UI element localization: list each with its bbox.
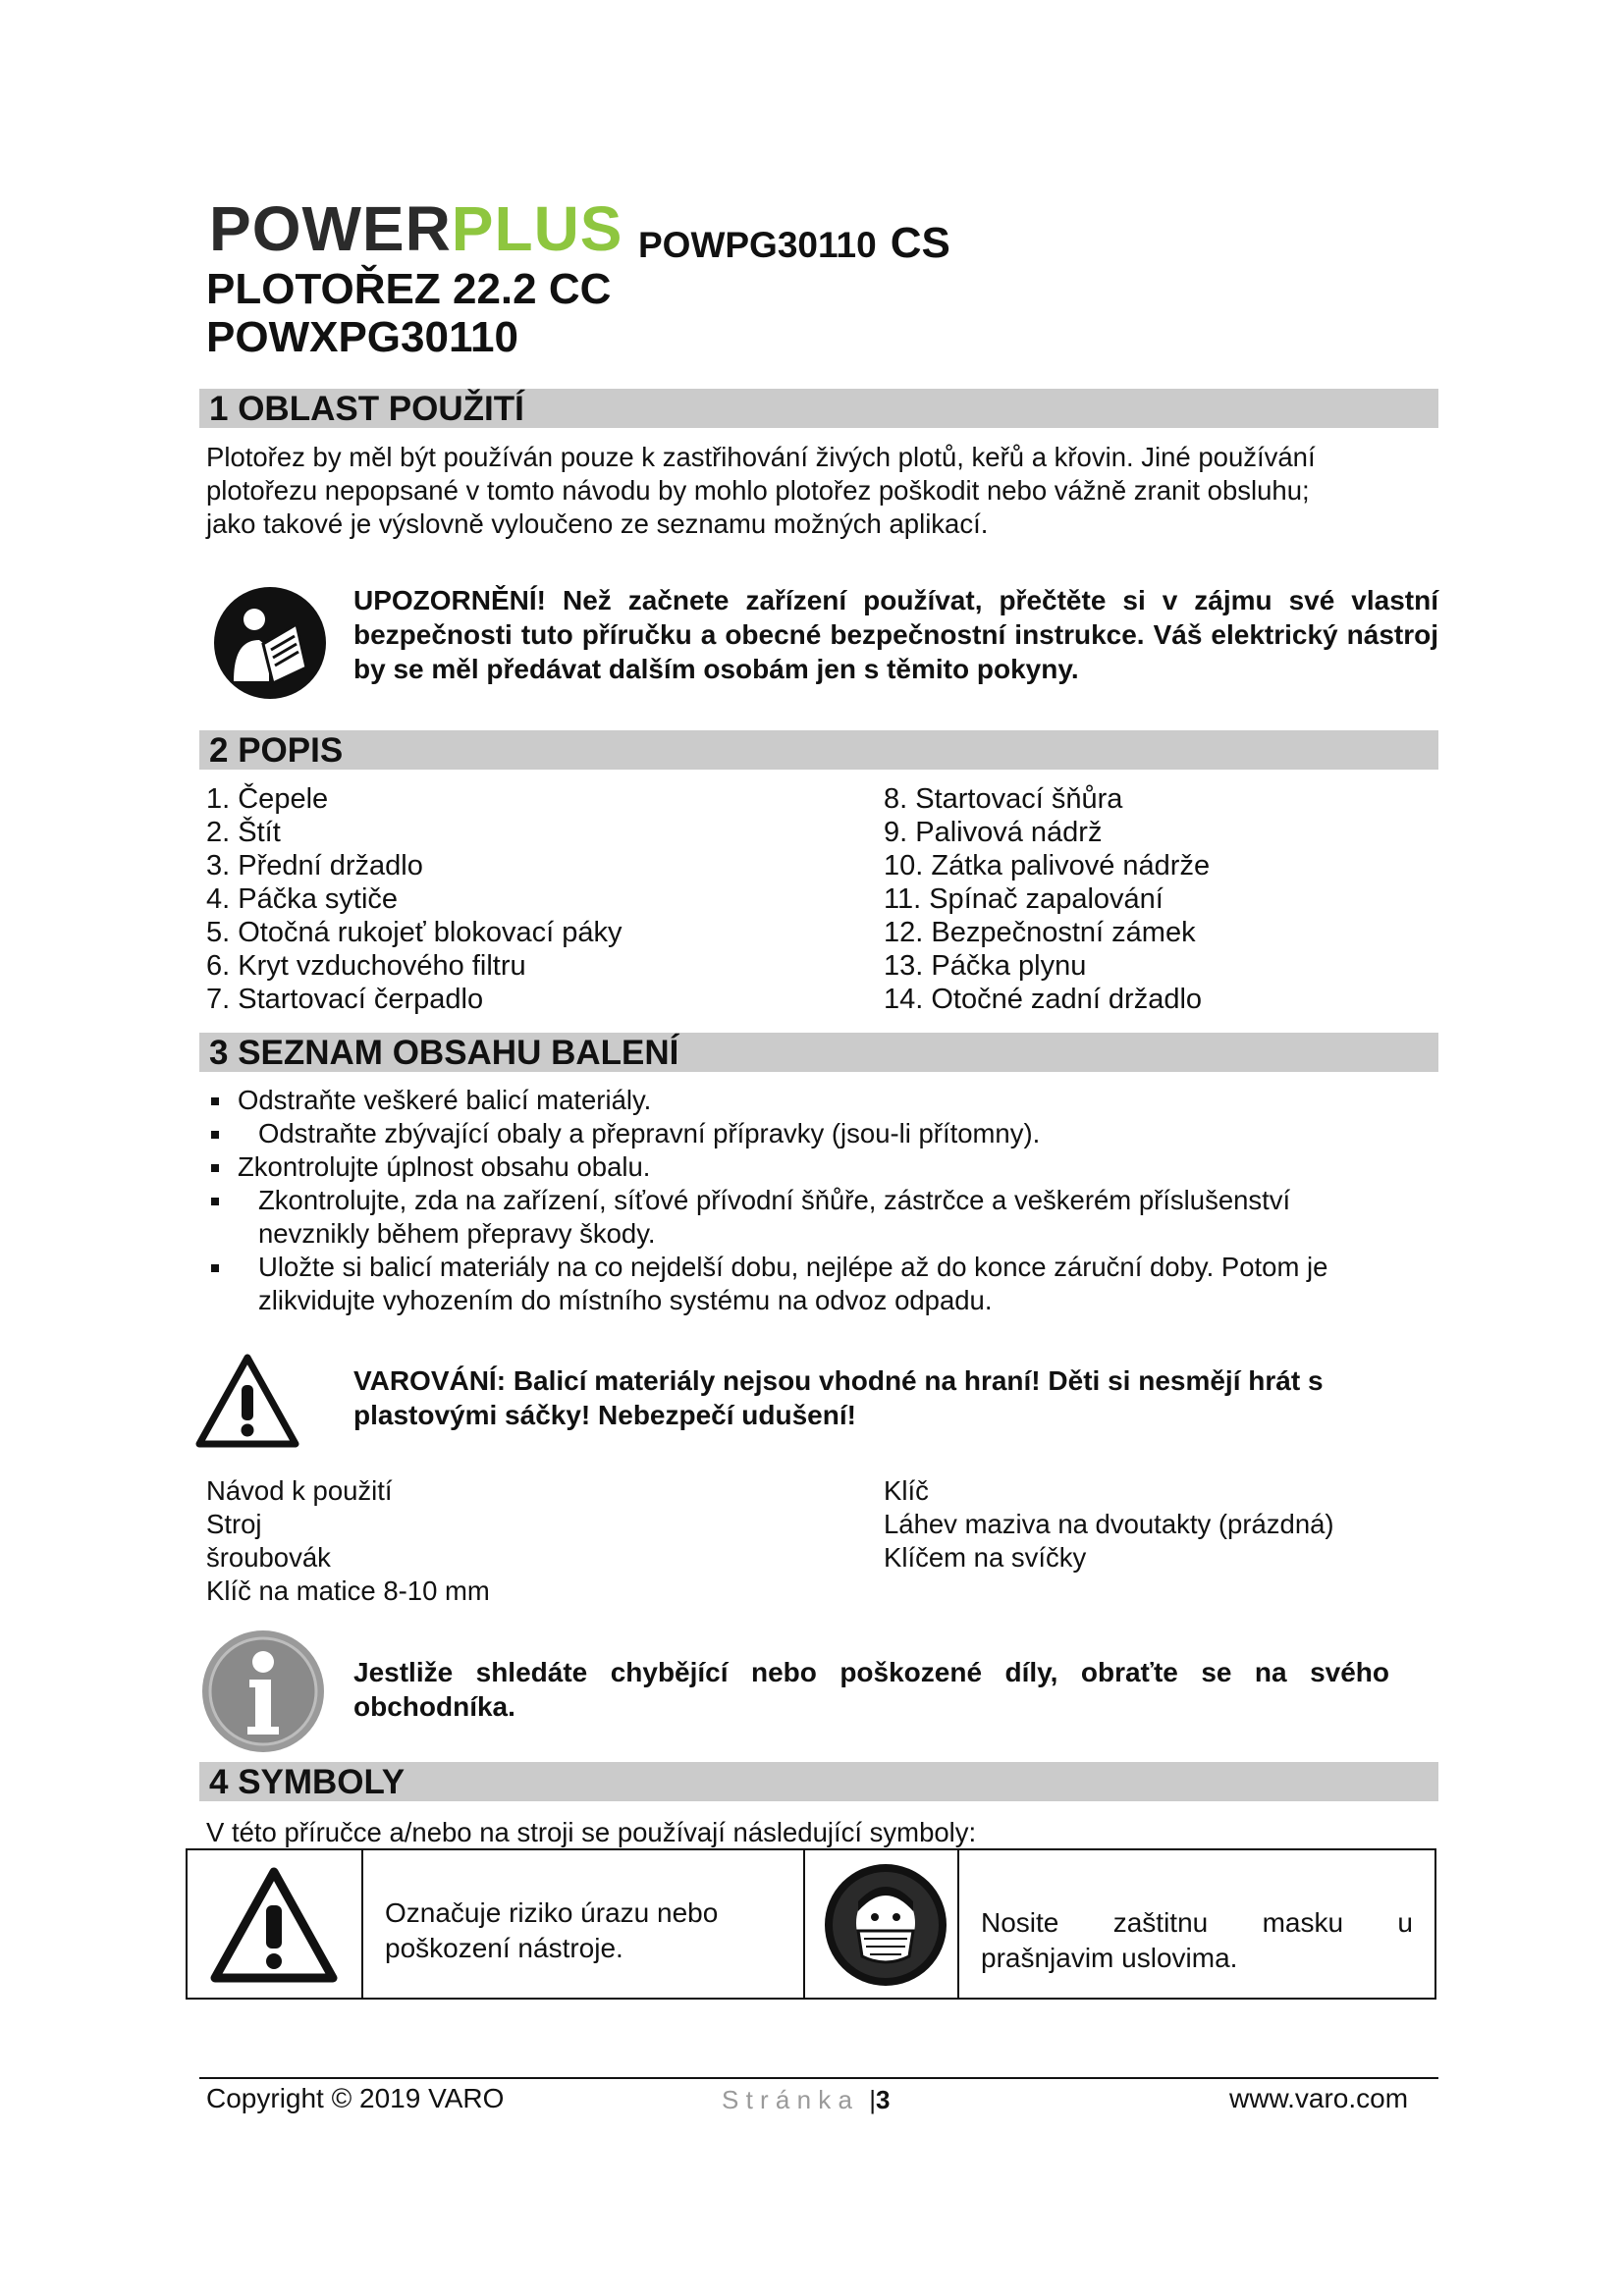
info-text: Jestliže shledáte chybějící nebo poškozené díly, obraťte se na svého obchodníka. [353,1657,1389,1722]
warning-triangle-icon [193,1352,301,1450]
model-number: POWPG30110 [638,225,877,265]
list-item: Zkontrolujte úplnost obsahu obalu. [238,1151,651,1182]
list-item: 5. Otočná rukojeť blokovací páky [206,917,623,948]
list-item: 9. Palivová nádrž [884,817,1103,848]
symbols-table [186,1848,1436,2000]
bullet-marker [211,1097,219,1105]
logo-text-power: POWER [209,193,452,264]
table-divider [803,1850,805,1998]
list-item: 1. Čepele [206,783,329,815]
page-separator: | [869,2085,876,2114]
symbol-description: Nosite zaštitnu masku u prašnjavim uslovima. [981,1907,1413,1973]
footer-copyright: Copyright © 2019 VARO [206,2083,505,2113]
package-contents-right [884,1474,1334,1575]
model-code [638,219,950,268]
paragraph-line: plotořezu nepopsané v tomto návodu by mohlo plotořez poškodit nebo vážně zranit obsluhu; [206,475,1310,506]
checklist [206,1084,1438,1319]
symbols-intro: V této příručce a/nebo na stroji se používají následující symboly: [206,1817,977,1847]
list-item: 3. Přední držadlo [206,850,423,881]
footer-page [722,2085,890,2115]
bullet-marker [211,1198,219,1205]
info-icon [200,1629,326,1754]
list-item: Odstraňte veškeré balicí materiály. [238,1085,652,1115]
paragraph-line: Plotořez by měl být používán pouze k zastřihování živých plotů, keřů a křovin. Jiné používání [206,442,1316,472]
table-divider [957,1850,959,1998]
list-item: Láhev maziva na dvoutakty (prázdná) [884,1509,1334,1539]
section-heading-text: 3 SEZNAM OBSAHU BALENÍ [209,1034,679,1072]
symbol-description: Označuje riziko úrazu nebo poškození nástroje. [385,1897,719,1963]
notice-text: UPOZORNĚNÍ! Než začnete zařízení používat, přečtěte si v zájmu své vlastní bezpečnosti tuto příručku a obecné bezpečnostní instrukce. Váš elektrický nástroj by se měl předávat dalším osobám jen s těmito pokyny. [353,585,1438,684]
section-heading-text: 2 POPIS [209,731,344,770]
list-item: Klíč na matice 8-10 mm [206,1575,490,1606]
section-heading-1 [199,389,1438,428]
table-divider [361,1850,363,1998]
list-item: 7. Startovací čerpadlo [206,984,484,1015]
paragraph-line: jako takové je výslovně vyloučeno ze seznamu možných aplikací. [206,508,989,539]
section-heading-text: 4 SYMBOLY [209,1763,406,1801]
section-heading-2 [199,730,1438,770]
list-item: Odstraňte zbývající obaly a přepravní přípravky (jsou-li přítomny). [258,1118,1041,1148]
list-item: Klíčem na svíčky [884,1542,1087,1573]
read-manual-icon [212,585,328,701]
list-item: Klíč [884,1475,929,1506]
page-number: 3 [875,2085,891,2114]
logo-text-plus: PLUS [451,193,623,264]
list-item: 2. Štít [206,817,281,848]
page-label: S t r á n k a [722,2085,852,2114]
bullet-marker [211,1264,219,1272]
list-item: 12. Bezpečnostní zámek [884,917,1196,948]
section-heading-3 [199,1033,1438,1072]
list-item: 10. Zátka palivové nádrže [884,850,1211,881]
parts-list-right [884,782,1210,1016]
section-heading-text: 1 OBLAST POUŽITÍ [209,390,524,428]
warning-triangle-icon [207,1864,341,1986]
list-item: Stroj [206,1509,262,1539]
language-code: CS [890,219,950,267]
list-item: šroubovák [206,1542,331,1573]
section-heading-4 [199,1762,1438,1801]
package-contents-left [206,1474,490,1608]
usage-paragraph [206,441,1434,541]
list-item: 11. Spínač zapalování [884,883,1164,915]
product-title: PLOTOŘEZ 22.2 CC [206,265,612,313]
list-item: Uložte si balicí materiály na co nejdelší dobu, nejlépe až do konce záruční doby. Potom je zlikvidujte vyhozením do místního systému na odvoz odpadu. [258,1252,1328,1315]
footer-divider [199,2077,1438,2079]
bullet-marker [211,1131,219,1139]
list-item: Návod k použití [206,1475,393,1506]
footer-website: www.varo.com [1229,2083,1409,2113]
warning-text: VAROVÁNÍ: Balicí materiály nejsou vhodné na hraní! Děti si nesmějí hrát s plastovými sáčky! Nebezpečí udušení! [353,1365,1324,1430]
list-item: 14. Otočné zadní držadlo [884,984,1203,1015]
list-item: Zkontrolujte, zda na zařízení, síťové přívodní šňůře, zástrčce a veškerém příslušenství nevznikly během přepravy škody. [258,1185,1291,1249]
brand-logo [209,192,623,263]
product-code: POWXPG30110 [206,313,518,361]
list-item: 13. Páčka plynu [884,950,1087,982]
list-item: 6. Kryt vzduchového filtru [206,950,526,982]
parts-list-left [206,782,623,1016]
list-item: 8. Startovací šňůra [884,783,1123,815]
dust-mask-icon [823,1862,948,1988]
bullet-marker [211,1164,219,1172]
list-item: 4. Páčka sytiče [206,883,399,915]
